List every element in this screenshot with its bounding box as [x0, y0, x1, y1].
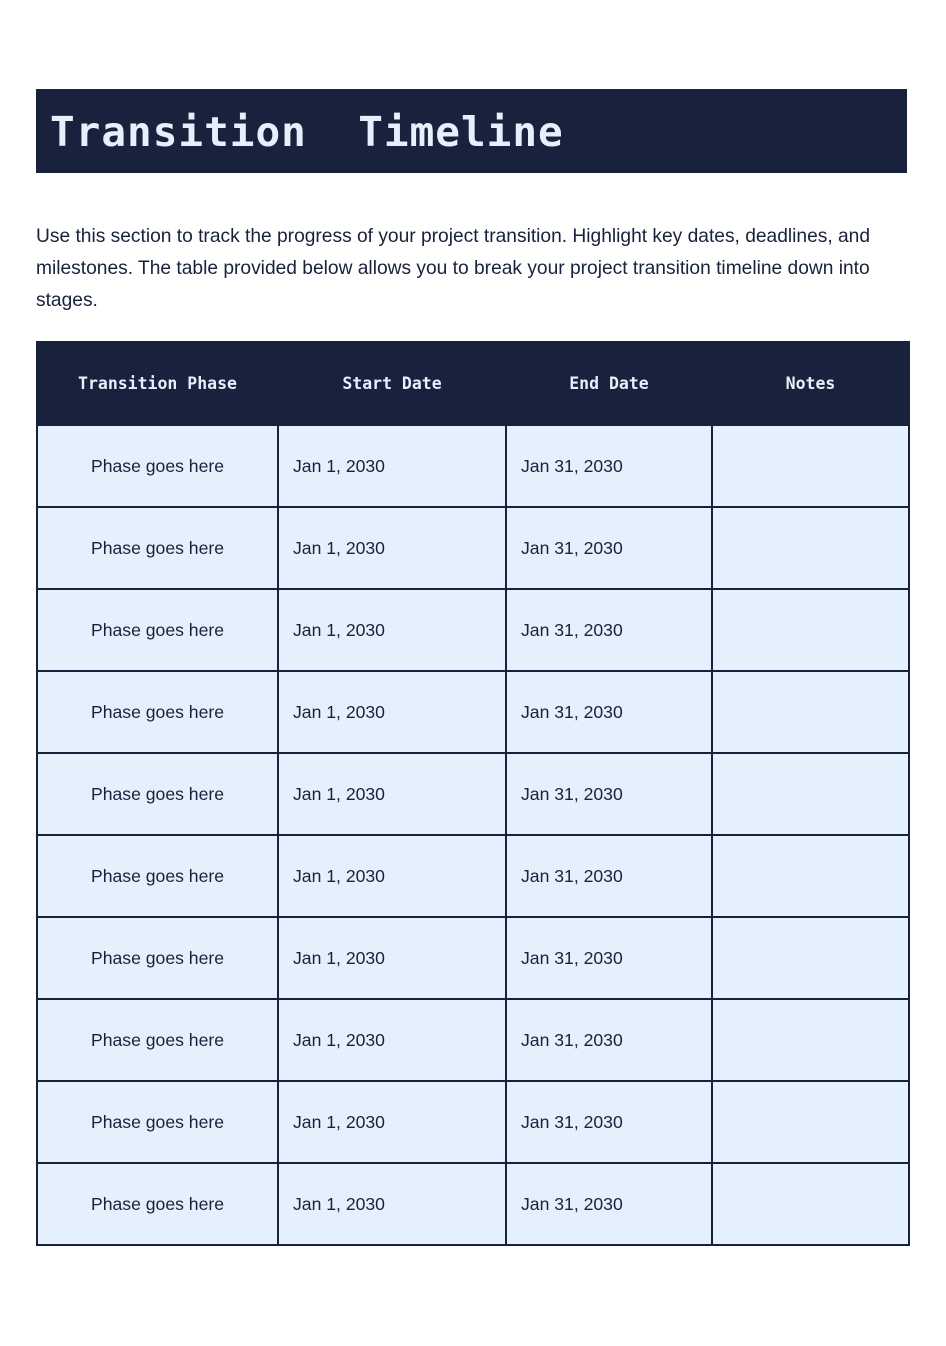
phase-cell[interactable]: Phase goes here	[37, 425, 278, 507]
table-row	[37, 671, 909, 753]
end-date-cell[interactable]: Jan 31, 2030	[506, 835, 712, 917]
end-date-cell[interactable]: Jan 31, 2030	[506, 1163, 712, 1245]
phase-cell[interactable]: Phase goes here	[37, 1081, 278, 1163]
table-row	[37, 999, 909, 1081]
phase-cell[interactable]: Phase goes here	[37, 589, 278, 671]
intro-paragraph: Use this section to track the progress of your project transition. Highlight key dates, deadlines, and milestones. The table provided below allows you to break your project transition timeline down into stages.	[36, 226, 871, 311]
phase-cell[interactable]: Phase goes here	[37, 753, 278, 835]
phase-cell[interactable]: Phase goes here	[37, 1163, 278, 1245]
table-row	[37, 1163, 909, 1245]
notes-cell[interactable]	[712, 1081, 909, 1163]
end-date-cell[interactable]: Jan 31, 2030	[506, 753, 712, 835]
table-row	[37, 835, 909, 917]
start-date-cell[interactable]: Jan 1, 2030	[278, 1163, 506, 1245]
notes-cell[interactable]	[712, 835, 909, 917]
end-date-cell[interactable]: Jan 31, 2030	[506, 671, 712, 753]
end-date-cell[interactable]: Jan 31, 2030	[506, 507, 712, 589]
end-date-cell[interactable]: Jan 31, 2030	[506, 999, 712, 1081]
notes-cell[interactable]	[712, 671, 909, 753]
start-date-cell[interactable]: Jan 1, 2030	[278, 753, 506, 835]
table-row	[37, 507, 909, 589]
phase-cell[interactable]: Phase goes here	[37, 507, 278, 589]
phase-cell[interactable]: Phase goes here	[37, 671, 278, 753]
header-end-date: End Date	[506, 342, 712, 425]
start-date-cell[interactable]: Jan 1, 2030	[278, 425, 506, 507]
end-date-cell[interactable]: Jan 31, 2030	[506, 425, 712, 507]
header-start-date: Start Date	[278, 342, 506, 425]
notes-cell[interactable]	[712, 507, 909, 589]
start-date-cell[interactable]: Jan 1, 2030	[278, 1081, 506, 1163]
notes-cell[interactable]	[712, 999, 909, 1081]
table-row	[37, 753, 909, 835]
end-date-cell[interactable]: Jan 31, 2030	[506, 917, 712, 999]
end-date-cell[interactable]: Jan 31, 2030	[506, 1081, 712, 1163]
notes-cell[interactable]	[712, 1163, 909, 1245]
start-date-cell[interactable]: Jan 1, 2030	[278, 507, 506, 589]
start-date-cell[interactable]: Jan 1, 2030	[278, 671, 506, 753]
header-notes: Notes	[712, 342, 909, 425]
table-header	[37, 342, 909, 425]
start-date-cell[interactable]: Jan 1, 2030	[278, 999, 506, 1081]
header-row	[37, 342, 909, 425]
end-date-cell[interactable]: Jan 31, 2030	[506, 589, 712, 671]
start-date-cell[interactable]: Jan 1, 2030	[278, 917, 506, 999]
table-body	[37, 425, 909, 1245]
notes-cell[interactable]	[712, 425, 909, 507]
table-row	[37, 917, 909, 999]
table-row	[37, 425, 909, 507]
phase-cell[interactable]: Phase goes here	[37, 917, 278, 999]
page-title: Transition Timeline	[50, 108, 564, 156]
phase-cell[interactable]: Phase goes here	[37, 999, 278, 1081]
table-row	[37, 589, 909, 671]
header-transition-phase: Transition Phase	[37, 342, 278, 425]
timeline-table	[36, 341, 910, 1246]
table-row	[37, 1081, 909, 1163]
phase-cell[interactable]: Phase goes here	[37, 835, 278, 917]
title-banner	[36, 89, 907, 173]
start-date-cell[interactable]: Jan 1, 2030	[278, 589, 506, 671]
start-date-cell[interactable]: Jan 1, 2030	[278, 835, 506, 917]
notes-cell[interactable]	[712, 753, 909, 835]
notes-cell[interactable]	[712, 589, 909, 671]
notes-cell[interactable]	[712, 917, 909, 999]
